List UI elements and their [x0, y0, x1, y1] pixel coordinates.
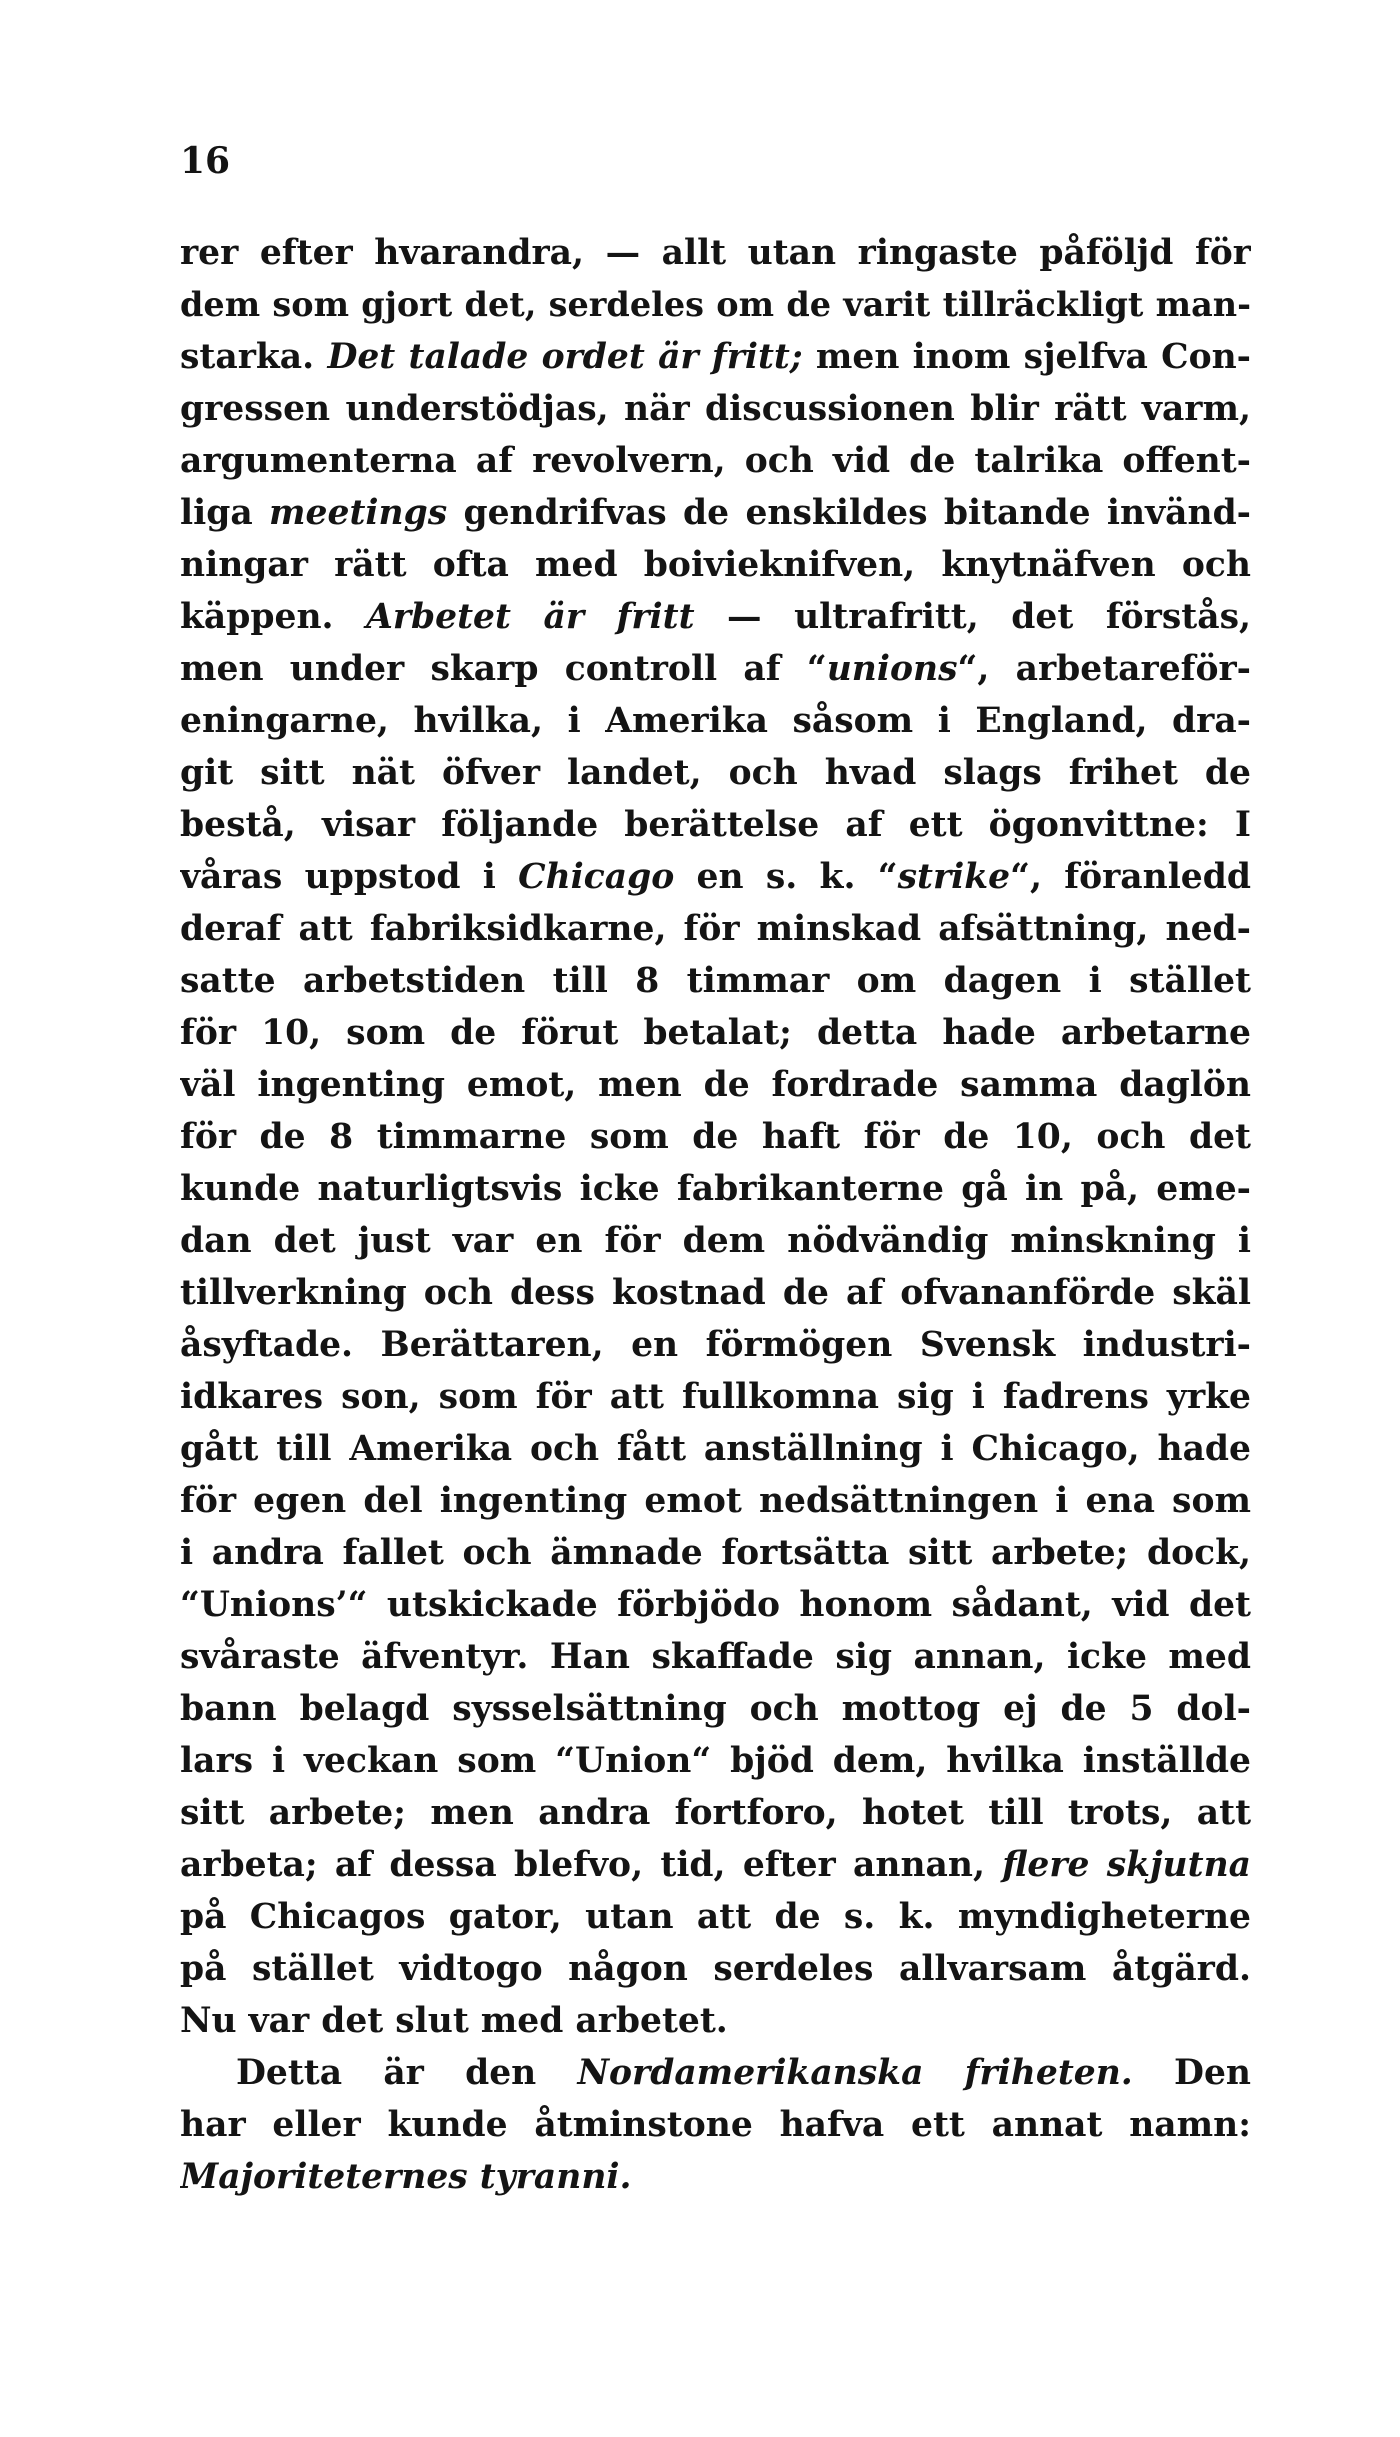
text-segment: “, föranledd: [1010, 857, 1251, 897]
italic-text: Majoriteternes tyranni.: [180, 2157, 632, 2197]
text-line: [180, 1475, 1251, 1527]
text-segment: bestå, visar följande berättelse af ett ögonvittne: I: [180, 805, 1251, 845]
text-segment: starka.: [180, 337, 328, 377]
text-line: [180, 1423, 1251, 1475]
text-segment: men under skarp controll af “: [180, 649, 827, 689]
text-segment: dan det just var en för dem nödvändig minskning i: [180, 1221, 1251, 1261]
italic-text: Nordamerikanska friheten.: [577, 2053, 1133, 2093]
text-line: [180, 1943, 1251, 1995]
text-segment: git sitt nät öfver landet, och hvad slags frihet de: [180, 753, 1251, 793]
italic-text: flere skjutna: [1002, 1845, 1251, 1885]
text-line: [180, 1787, 1251, 1839]
text-line: [180, 1111, 1251, 1163]
text-line: [180, 435, 1251, 487]
text-line: [180, 383, 1251, 435]
text-line: [180, 747, 1251, 799]
body-text: [180, 227, 1251, 2203]
text-segment: arbeta; af dessa blefvo, tid, efter annan,: [180, 1845, 1003, 1885]
text-segment: för 10, som de förut betalat; detta hade arbetarne: [180, 1013, 1251, 1053]
text-line: [180, 1215, 1251, 1267]
text-line: [180, 227, 1251, 279]
text-segment: väl ingenting emot, men de fordrade samma daglön: [180, 1065, 1251, 1105]
text-line: [180, 2047, 1251, 2099]
text-segment: Nu var det slut med arbetet.: [180, 2001, 728, 2041]
text-line: [180, 487, 1251, 539]
italic-text: Arbetet är fritt: [366, 597, 695, 637]
text-segment: bann belagd sysselsättning och mottog ej de 5 dol-: [180, 1689, 1251, 1729]
text-segment: Detta är den: [236, 2053, 578, 2093]
text-segment: gressen understödjas, när discussionen blir rätt varm,: [180, 389, 1251, 429]
text-line: [180, 1163, 1251, 1215]
text-segment: sitt arbete; men andra fortforo, hotet till trots, att: [180, 1793, 1251, 1833]
text-line: [180, 1735, 1251, 1787]
text-segment: för de 8 timmarne som de haft för de 10, och det: [180, 1117, 1251, 1157]
italic-text: meetings: [269, 493, 448, 533]
text-segment: lars i veckan som “Union“ bjöd dem, hvilka inställde: [180, 1741, 1251, 1781]
italic-text: strike: [897, 857, 1011, 897]
italic-text: Det talade ordet är fritt;: [327, 337, 803, 377]
text-line: [180, 695, 1251, 747]
text-line: [180, 279, 1251, 331]
text-line: [180, 591, 1251, 643]
text-line: [180, 799, 1251, 851]
text-line: [180, 539, 1251, 591]
text-line: [180, 1579, 1251, 1631]
text-line: [180, 1839, 1251, 1891]
text-segment: — ultrafritt, det förstås,: [694, 597, 1251, 637]
text-segment: på Chicagos gator, utan att de s. k. myndigheterne: [180, 1897, 1251, 1937]
text-segment: har eller kunde åtminstone hafva ett annat namn:: [180, 2105, 1251, 2145]
text-line: [180, 1267, 1251, 1319]
text-segment: rer efter hvarandra, — allt utan ringaste påföljd för: [180, 233, 1251, 273]
text-segment: kunde naturligtsvis icke fabrikanterne gå in på, eme-: [180, 1169, 1251, 1209]
italic-text: unions: [826, 649, 958, 689]
text-line: [180, 1059, 1251, 1111]
text-line: [180, 1007, 1251, 1059]
text-segment: åsyftade. Berättaren, en förmögen Svensk industri-: [180, 1325, 1251, 1365]
text-line: [180, 1891, 1251, 1943]
text-line: [180, 955, 1251, 1007]
text-line: [180, 1371, 1251, 1423]
text-line: [180, 2151, 1251, 2203]
text-segment: svåraste äfventyr. Han skaffade sig annan, icke med: [180, 1637, 1251, 1677]
text-line: [180, 643, 1251, 695]
italic-text: Chicago: [518, 857, 675, 897]
text-segment: “Unions’“ utskickade förbjödo honom sådant, vid det: [180, 1585, 1251, 1625]
text-line: [180, 903, 1251, 955]
text-segment: liga: [180, 493, 270, 533]
text-segment: för egen del ingenting emot nedsättningen i ena som: [180, 1481, 1251, 1521]
text-segment: men inom sjelfva Con-: [802, 337, 1251, 377]
text-segment: gått till Amerika och fått anställning i Chicago, hade: [180, 1429, 1251, 1469]
text-line: [180, 331, 1251, 383]
text-line: [180, 1319, 1251, 1371]
text-line: [180, 1527, 1251, 1579]
text-segment: “, arbetareför-: [957, 649, 1251, 689]
text-line: [180, 1631, 1251, 1683]
text-segment: en s. k. “: [674, 857, 898, 897]
text-segment: deraf att fabriksidkarne, för minskad afsättning, ned-: [180, 909, 1251, 949]
text-segment: idkares son, som för att fullkomna sig i fadrens yrke: [180, 1377, 1251, 1417]
page-number: 16: [180, 140, 231, 182]
text-line: [180, 1995, 1251, 2047]
text-segment: på stället vidtogo någon serdeles allvarsam åtgärd.: [180, 1949, 1251, 1989]
text-segment: satte arbetstiden till 8 timmar om dagen i stället: [180, 961, 1251, 1001]
text-segment: gendrifvas de enskildes bitande invänd-: [447, 493, 1251, 533]
text-line: [180, 2099, 1251, 2151]
text-segment: i andra fallet och ämnade fortsätta sitt arbete; dock,: [180, 1533, 1251, 1573]
text-segment: argumenterna af revolvern, och vid de talrika offent-: [180, 441, 1251, 481]
text-segment: dem som gjort det, serdeles om de varit tillräckligt man-: [180, 285, 1251, 324]
text-segment: våras uppstod i: [180, 857, 519, 897]
text-line: [180, 1683, 1251, 1735]
text-segment: Den: [1132, 2053, 1251, 2093]
text-segment: tillverkning och dess kostnad de af ofvananförde skäl: [180, 1273, 1251, 1313]
text-segment: käppen.: [180, 597, 367, 637]
text-segment: eningarne, hvilka, i Amerika såsom i England, dra-: [180, 701, 1251, 741]
text-line: [180, 851, 1251, 903]
text-segment: ningar rätt ofta med boivieknifven, knytnäfven och: [180, 545, 1251, 585]
